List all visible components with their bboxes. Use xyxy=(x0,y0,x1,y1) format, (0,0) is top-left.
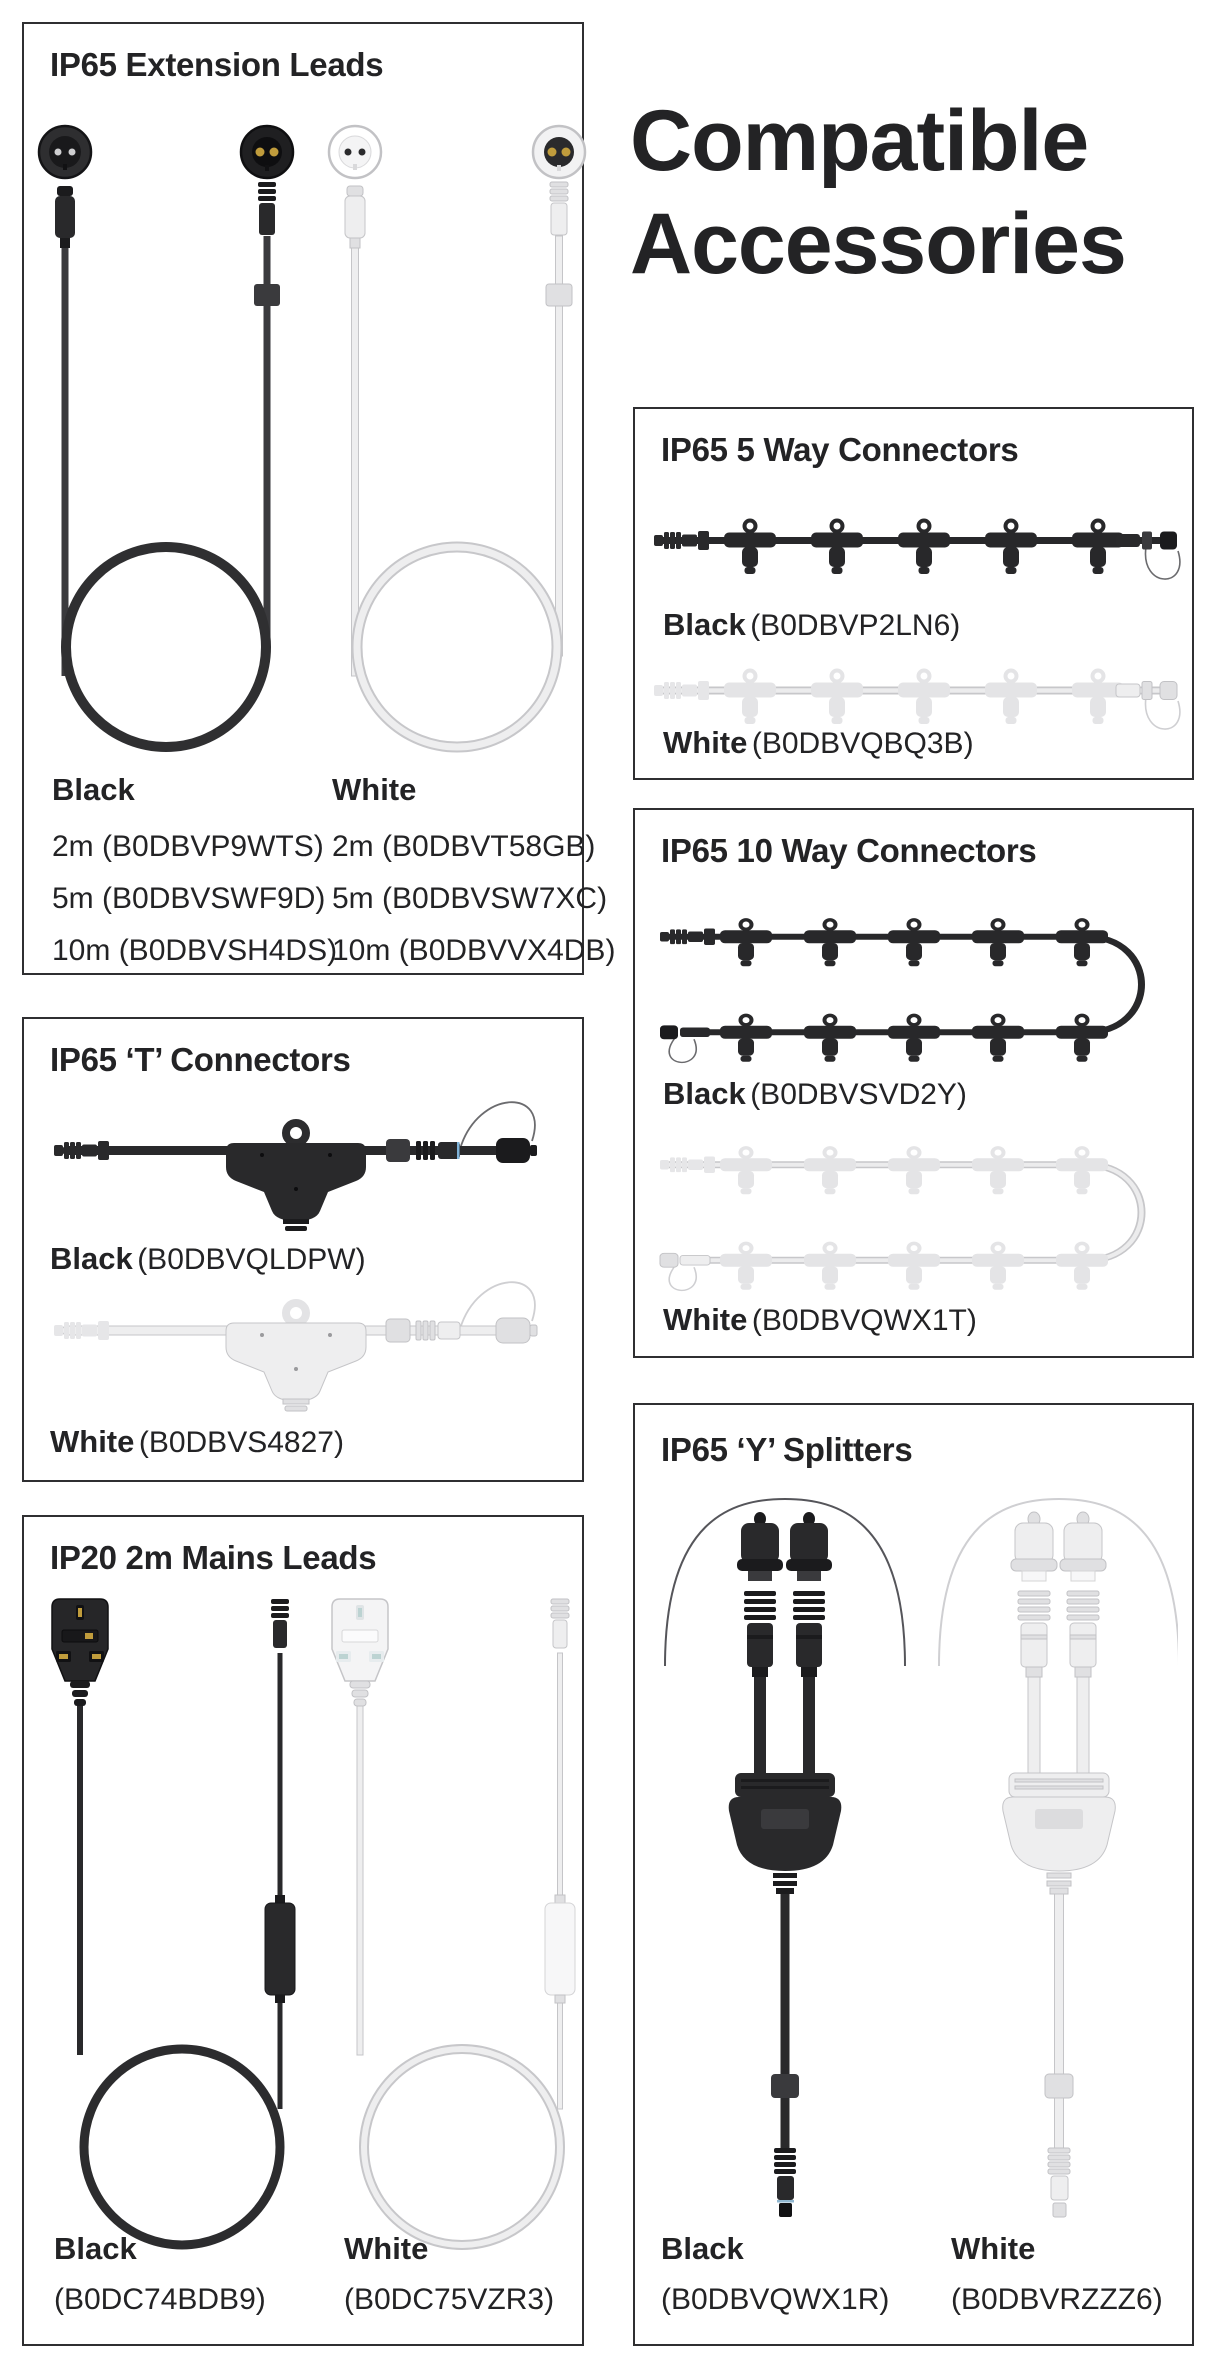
mains-leads-image xyxy=(38,1597,578,2259)
y-black-code: (B0DBVQWX1R) xyxy=(661,2283,890,2316)
section-y-splitters xyxy=(633,1403,1194,2346)
five-way-black-image xyxy=(650,497,1182,597)
section-ten-way xyxy=(633,808,1194,1358)
section-mains-leads xyxy=(22,1515,584,2346)
t-white-code: (B0DBVS4827) xyxy=(138,1426,344,1459)
ten-way-heading: IP65 10 Way Connectors xyxy=(661,832,1037,869)
ten-way-white-label: White xyxy=(663,1302,748,1337)
five-way-black-code: (B0DBVP2LN6) xyxy=(750,609,961,642)
extension-leads-image xyxy=(32,116,588,771)
page-title xyxy=(630,90,1205,296)
five-way-heading: IP65 5 Way Connectors xyxy=(661,431,1019,468)
ten-way-black-caption xyxy=(663,1076,967,1112)
t-white-label: White xyxy=(50,1424,135,1459)
extension-white-item: 5m (B0DBVSW7XC) xyxy=(332,882,608,915)
t-black-label: Black xyxy=(50,1241,133,1276)
mains-black-code: (B0DC74BDB9) xyxy=(54,2283,266,2316)
t-connector-black-image xyxy=(48,1097,564,1232)
extension-black-label: Black xyxy=(52,772,135,807)
extension-black-item: 2m (B0DBVP9WTS) xyxy=(52,830,324,863)
mains-white-code: (B0DC75VZR3) xyxy=(344,2283,555,2316)
five-way-white-code: (B0DBVQBQ3B) xyxy=(751,727,974,760)
t-connector-black-caption xyxy=(50,1241,366,1277)
extension-leads-heading: IP65 Extension Leads xyxy=(50,46,384,83)
mains-black-label: Black xyxy=(54,2231,137,2266)
extension-black-item: 10m (B0DBVSH4DS) xyxy=(52,934,338,967)
five-way-black-caption xyxy=(663,607,960,643)
ten-way-black-label: Black xyxy=(663,1076,746,1111)
t-connector-white-image xyxy=(48,1277,564,1412)
ten-way-white-image xyxy=(650,1130,1182,1295)
t-black-code: (B0DBVQLDPW) xyxy=(137,1243,366,1276)
page-title-line1: Compatible xyxy=(630,93,1089,189)
t-connector-white-caption xyxy=(50,1424,344,1460)
extension-white-label: White xyxy=(332,772,417,807)
mains-white-label: White xyxy=(344,2231,429,2266)
five-way-white-label: White xyxy=(663,725,748,760)
ten-way-black-code: (B0DBVSVD2Y) xyxy=(750,1078,967,1111)
y-white-code: (B0DBVRZZZ6) xyxy=(951,2283,1163,2316)
five-way-black-label: Black xyxy=(663,607,746,642)
mains-leads-heading: IP20 2m Mains Leads xyxy=(50,1539,377,1576)
section-extension-leads xyxy=(22,22,616,975)
y-black-label: Black xyxy=(661,2231,744,2266)
five-way-white-caption xyxy=(663,725,974,761)
section-five-way xyxy=(633,407,1194,780)
ten-way-black-image xyxy=(650,902,1182,1067)
ten-way-white-code: (B0DBVQWX1T) xyxy=(751,1304,977,1337)
page-title-line2: Accessories xyxy=(630,196,1126,293)
ten-way-white-caption xyxy=(663,1302,977,1338)
section-t-connectors xyxy=(22,1017,584,1482)
y-splitters-image xyxy=(655,1491,1178,2236)
extension-white-item: 2m (B0DBVT58GB) xyxy=(332,830,596,863)
extension-black-item: 5m (B0DBVSWF9D) xyxy=(52,882,326,915)
y-white-label: White xyxy=(951,2231,1036,2266)
y-splitters-heading: IP65 ‘Y’ Splitters xyxy=(661,1431,913,1468)
extension-white-item: 10m (B0DBVVX4DB) xyxy=(332,934,616,967)
t-connectors-heading: IP65 ‘T’ Connectors xyxy=(50,1041,351,1078)
